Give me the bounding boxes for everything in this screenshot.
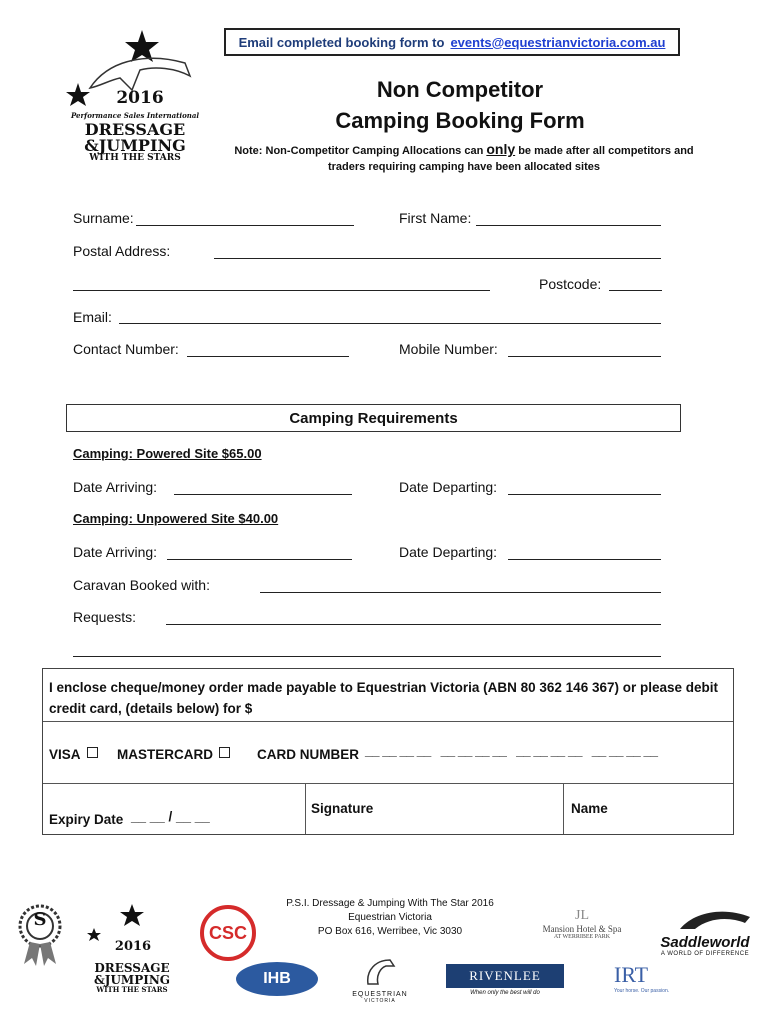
irt-sub: Your horse. Our passion. [614, 988, 670, 994]
rivenlee-text: RIVENLEE [469, 968, 541, 983]
powered-site-heading: Camping: Powered Site $65.00 [73, 446, 262, 461]
logo-year: 2016 [116, 88, 164, 108]
visa-checkbox[interactable] [87, 747, 98, 758]
visa-option[interactable] [49, 747, 98, 762]
bottom-logo-line3: WITH THE STARS [96, 985, 168, 994]
note-part1: Note: Non-Competitor Camping Allocations can [234, 145, 484, 157]
caravan-label: Caravan Booked with: [73, 577, 210, 593]
equestrian-sub: VICTORIA [364, 998, 396, 1004]
powered-departing-field[interactable] [508, 494, 661, 495]
payment-table [42, 668, 734, 835]
rivenlee-sub: When only the best will do [470, 990, 540, 996]
ihb-text: IHB [263, 970, 291, 987]
postcode-field[interactable] [609, 290, 662, 291]
mansion-hotel-logo [532, 908, 632, 940]
ihb-logo [236, 962, 318, 996]
footer-line1: P.S.I. Dressage & Jumping With The Star 2016 [286, 898, 494, 909]
requests-field[interactable] [166, 624, 661, 625]
requests-label: Requests: [73, 609, 137, 625]
mastercard-option[interactable] [117, 747, 230, 762]
page-title-line1: Non Competitor [376, 77, 544, 102]
email-prefix: Email completed booking form to [238, 34, 445, 50]
mansion-name: Mansion Hotel & Spa [542, 924, 622, 934]
note-only: only [486, 141, 516, 157]
surname-field[interactable] [136, 225, 354, 226]
csc-text: CSC [208, 922, 247, 943]
unpowered-site-heading: Camping: Unpowered Site $40.00 [73, 511, 279, 526]
mansion-sub: AT WERRIBEE PARK [553, 934, 611, 940]
email-instruction-box [224, 28, 680, 56]
irt-logo [614, 962, 684, 994]
footer-line3: PO Box 616, Werribee, Vic 3030 [317, 926, 463, 937]
visa-label: VISA [49, 747, 81, 762]
footer-address [240, 897, 540, 939]
postcode-label: Postcode: [539, 276, 602, 292]
logo-line1: DRESSAGE [84, 120, 186, 139]
card-number-field[interactable]: __ __ __ __ __ __ __ __ __ __ __ __ __ __ __ __ [365, 743, 658, 758]
saddleworld-text: Saddleworld [660, 934, 750, 951]
unpowered-departing-field[interactable] [508, 559, 661, 560]
bottom-logo-year: 2016 [114, 939, 152, 954]
requests-field-2[interactable] [73, 656, 661, 657]
equestrian-victoria-logo [340, 956, 420, 1004]
powered-arriving-field[interactable] [174, 494, 352, 495]
postal-address-field-2[interactable] [73, 290, 490, 291]
footer-line2: Equestrian Victoria [348, 912, 432, 923]
camping-requirements-header [66, 404, 681, 432]
signature-label: Signature [311, 801, 374, 816]
mansion-mark: JL [575, 908, 589, 923]
unpowered-arriving-field[interactable] [167, 559, 352, 560]
first-name-label: First Name: [399, 210, 472, 226]
logo-line2: &JUMPING [84, 136, 186, 155]
equestrian-text: EQUESTRIAN [352, 991, 408, 998]
irt-text: IRT [614, 962, 649, 987]
cheque-instruction: I enclose cheque/money order made payable to Equestrian Victoria (ABN 80 362 146 367) or please debit credit card, (details below) for $ [49, 680, 719, 716]
expiry-date-field[interactable]: __ __ / __ __ [131, 809, 210, 824]
bottom-logo-line2: &JUMPING [93, 973, 171, 987]
first-name-field[interactable] [476, 225, 661, 226]
star-icon [82, 902, 182, 942]
logo-small-text: Performance Sales International [70, 111, 200, 120]
contact-number-label: Contact Number: [73, 341, 179, 357]
mastercard-label: MASTERCARD [117, 747, 213, 762]
logo-line3: WITH THE STARS [89, 153, 181, 163]
unpowered-arriving-label: Date Arriving: [73, 544, 158, 560]
page-title-line2: Camping Booking Form [335, 108, 585, 133]
unpowered-departing-label: Date Departing: [399, 544, 498, 560]
postal-address-field[interactable] [214, 258, 661, 259]
email-label: Email: [73, 309, 112, 325]
horse-icon [360, 956, 400, 986]
mobile-number-label: Mobile Number: [399, 341, 498, 357]
rosette-letter: S [33, 909, 47, 930]
postal-address-label: Postal Address: [73, 243, 171, 259]
name-label: Name [571, 801, 608, 816]
email-field[interactable] [119, 323, 661, 324]
saddleworld-logo [650, 905, 760, 955]
allocation-note-line2: traders requiring camping have been allocated sites [327, 161, 601, 173]
mobile-number-field[interactable] [508, 356, 661, 357]
mastercard-checkbox[interactable] [219, 747, 230, 758]
bottom-logo-line1: DRESSAGE [94, 961, 170, 975]
powered-arriving-label: Date Arriving: [73, 479, 158, 495]
card-number-label: CARD NUMBER [257, 747, 359, 762]
horse-head-icon [650, 905, 760, 931]
csc-logo [200, 905, 256, 961]
contact-number-field[interactable] [187, 356, 349, 357]
expiry-date-label: Expiry Date [49, 812, 124, 827]
caravan-field[interactable] [260, 592, 661, 593]
rivenlee-logo [446, 964, 564, 988]
note-part2: be made after all competitors and [518, 145, 694, 157]
saddleworld-sub: A WORLD OF DIFFERENCE [660, 951, 750, 957]
surname-label: Surname: [73, 210, 134, 226]
email-link[interactable]: events@equestrianvictoria.com.au [450, 34, 666, 50]
camping-requirements-title: Camping Requirements [289, 409, 458, 427]
powered-departing-label: Date Departing: [399, 479, 498, 495]
